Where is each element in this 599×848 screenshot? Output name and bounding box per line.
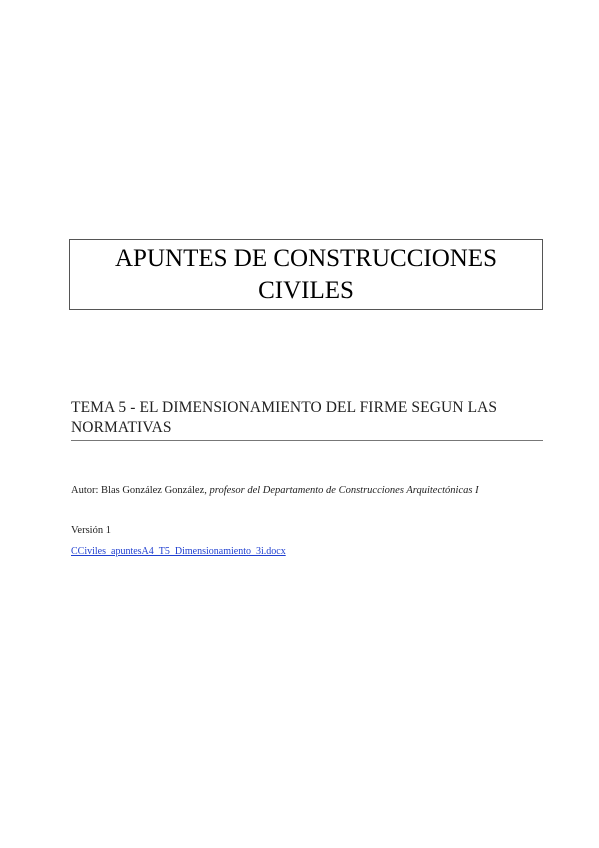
file-name-link[interactable]: CCiviles_apuntesA4_T5_Dimensionamiento_3i.docx	[71, 546, 286, 557]
version-label: Versión 1	[71, 525, 111, 536]
author-name: Autor: Blas González González,	[71, 485, 207, 496]
title-frame	[69, 239, 543, 310]
author-line	[71, 484, 551, 498]
topic-heading: TEMA 5 - EL DIMENSIONAMIENTO DEL FIRME SEGUN LAS NORMATIVAS	[71, 398, 543, 441]
document-title-line-1: APUNTES DE CONSTRUCCIONES	[115, 245, 497, 272]
author-role: profesor del Departamento de Construcciones Arquitectónicas I	[206, 485, 479, 496]
document-title-line-2: CIVILES	[258, 277, 354, 304]
